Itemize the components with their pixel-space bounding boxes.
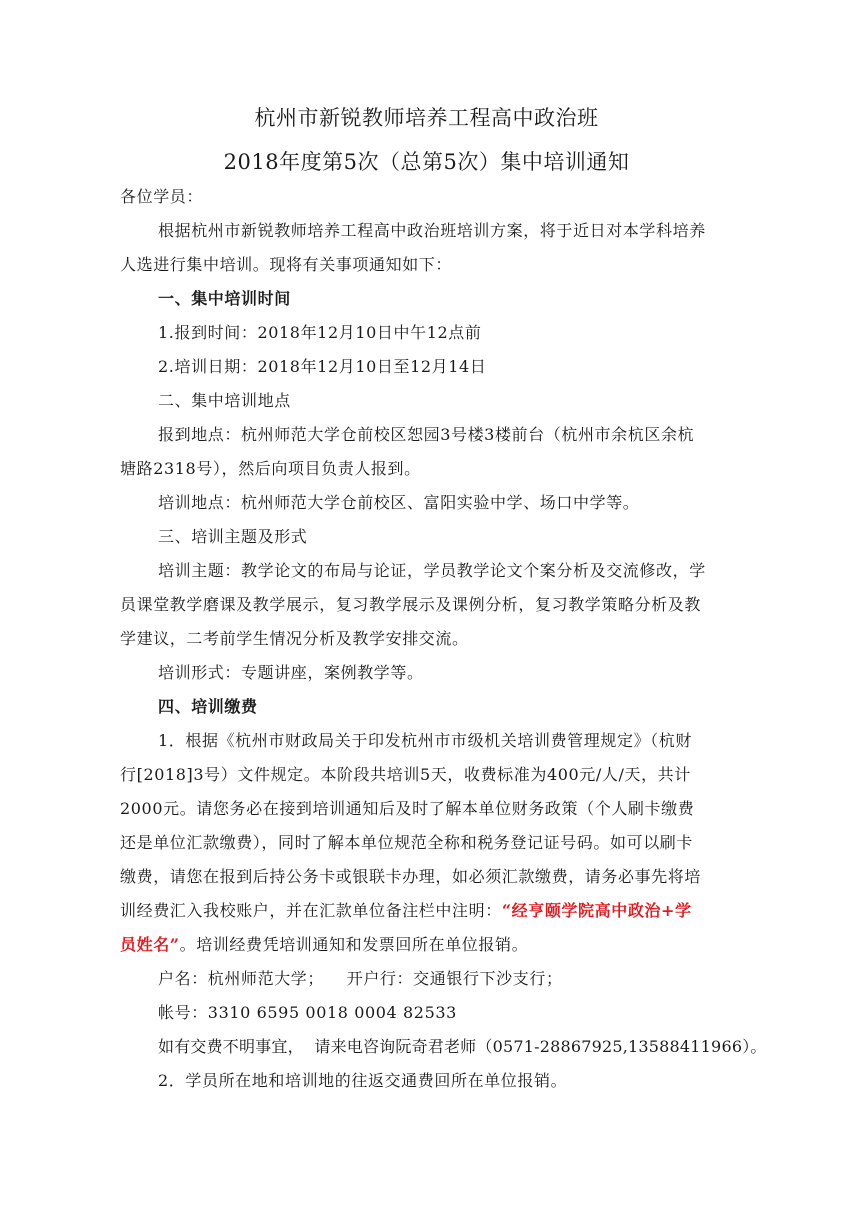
training-location: 培训地点：杭州师范大学仓前校区、富阳实验中学、场口中学等。 <box>158 493 640 512</box>
account-number: 帐号：3310 6595 0018 0004 82533 <box>158 1003 457 1022</box>
training-dates: 2.培训日期：2018年12月10日至12月14日 <box>158 357 487 376</box>
fee-paragraph-line: 2000元。请您务必在接到培训通知后及时了解本单位财务政策（个人刷卡缴费 <box>120 799 695 818</box>
travel-expense-note: 2．学员所在地和培训地的往返交通费回所在单位报销。 <box>158 1071 568 1090</box>
fee-paragraph-line: 行[2018]3号）文件规定。本阶段共培训5天，收费标准为400元/人/天，共计 <box>120 765 691 784</box>
fee-paragraph-line: 1．根据《杭州市财政局关于印发杭州市市级机关培训费管理规定》（杭财 <box>158 731 692 750</box>
intro-paragraph-line: 根据杭州市新锐教师培养工程高中政治班培训方案，将于近日对本学科培养 <box>158 221 706 240</box>
section-heading-theme: 三、培训主题及形式 <box>158 527 308 546</box>
fee-paragraph-text: 。培训经费凭培训通知和发票回所在单位报销。 <box>179 935 529 954</box>
remark-highlight: “经亨颐学院高中政治+学 <box>501 901 692 920</box>
report-time: 1.报到时间：2018年12月10日中午12点前 <box>158 323 482 342</box>
contact-info: 如有交费不明事宜， 请来电咨询阮奇君老师（0571-28867925,13588411966）。 <box>158 1037 767 1056</box>
section-heading-time: 一、集中培训时间 <box>158 289 291 308</box>
training-theme-line: 学建议，二考前学生情况分析及教学安排交流。 <box>120 629 469 648</box>
fee-paragraph-text: 训经费汇入我校账户，并在汇款单位备注栏中注明： <box>120 901 502 920</box>
training-theme-line: 员课堂教学磨课及教学展示，复习教学展示及课例分析，复习教学策略分析及教 <box>120 595 702 614</box>
section-heading-location: 二、集中培训地点 <box>158 391 291 410</box>
fee-paragraph-line <box>120 935 528 955</box>
document-subtitle: 2018年度第5次（总第5次）集中培训通知 <box>223 150 630 174</box>
fee-paragraph-line: 缴费，请您在报到后持公务卡或银联卡办理，如必须汇款缴费，请务必事先将培 <box>120 867 702 886</box>
fee-paragraph-line: 还是单位汇款缴费），同时了解本单位规范全称和税务登记证号码。如可以刷卡 <box>120 833 694 852</box>
training-theme-line: 培训主题：教学论文的布局与论证，学员教学论文个案分析及交流修改，学 <box>158 561 706 580</box>
intro-paragraph-line: 人选进行集中培训。现将有关事项通知如下： <box>120 255 453 274</box>
remark-highlight: 员姓名” <box>120 935 180 954</box>
greeting: 各位学员： <box>120 187 204 206</box>
training-form: 培训形式：专题讲座，案例教学等。 <box>158 663 424 682</box>
document-title: 杭州市新锐教师培养工程高中政治班 <box>254 106 599 130</box>
section-heading-fees: 四、培训缴费 <box>158 697 258 716</box>
account-name: 户名：杭州师范大学； 开户行：交通银行下沙支行； <box>158 969 563 988</box>
fee-paragraph-line <box>120 901 692 921</box>
report-location-line: 报到地点：杭州师范大学仓前校区恕园3号楼3楼前台（杭州市余杭区余杭 <box>158 425 695 444</box>
report-location-line: 塘路2318号），然后向项目负责人报到。 <box>120 459 421 478</box>
